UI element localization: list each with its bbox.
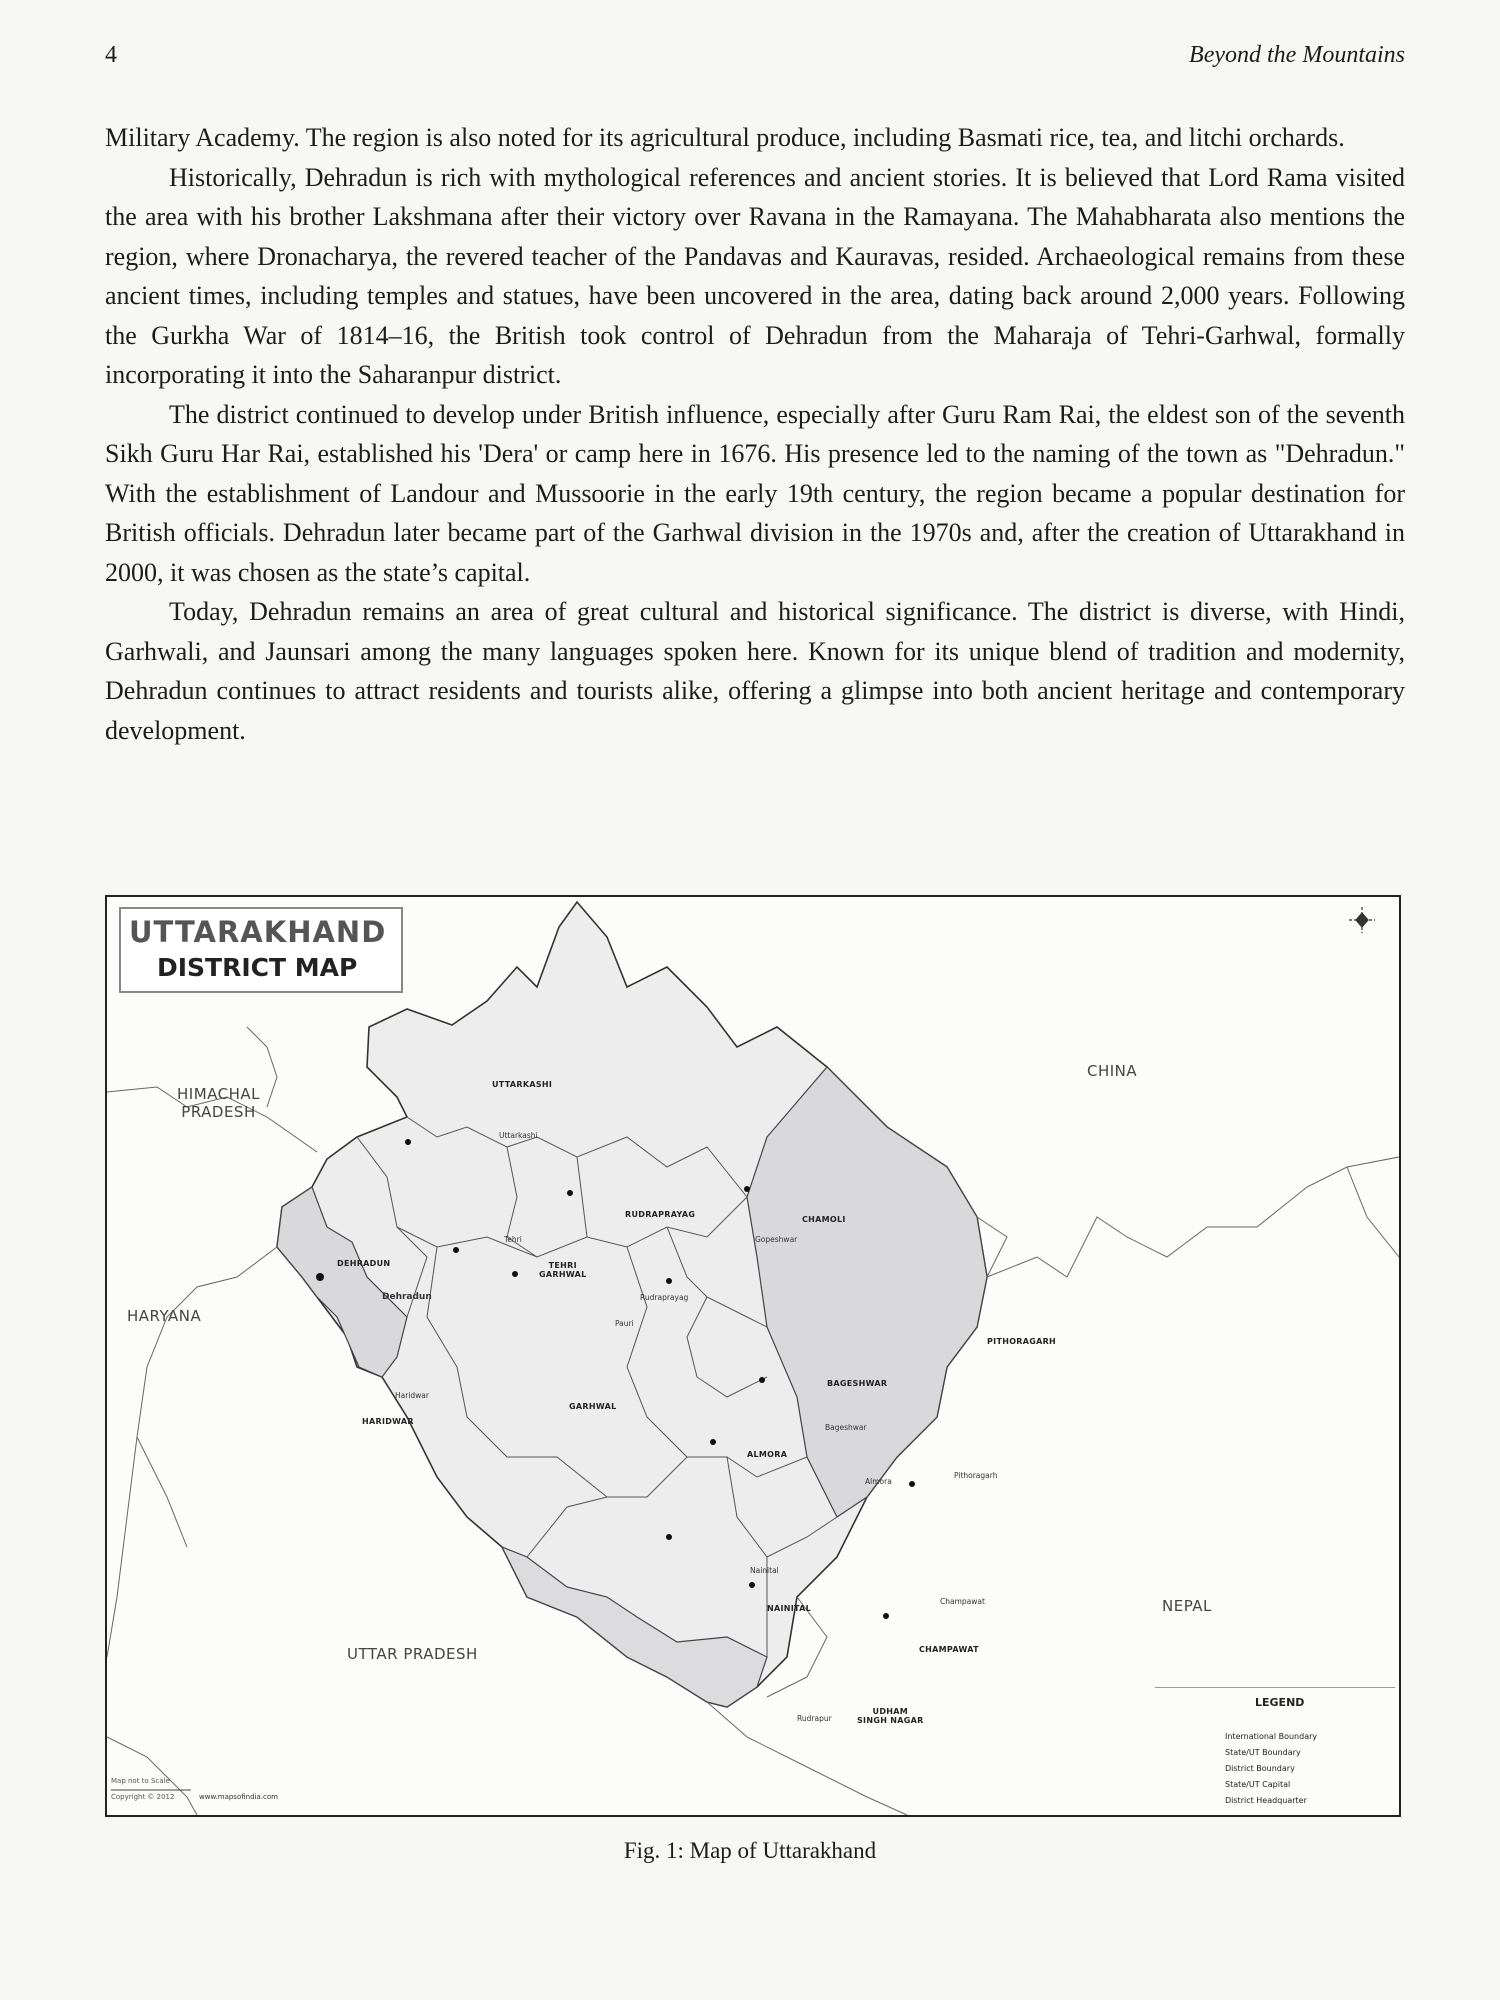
map-title-line-2: DISTRICT MAP xyxy=(157,953,358,982)
map-legend xyxy=(1155,1687,1395,1812)
district-pithoragarh: PITHORAGARH xyxy=(987,1337,1057,1346)
town-nainital: Nainital xyxy=(750,1566,779,1575)
district-haridwar: HARIDWAR xyxy=(362,1417,414,1426)
region-uttar-pradesh: UTTAR PRADESH xyxy=(347,1645,478,1663)
district-tehri-garhwal: TEHRI GARHWAL xyxy=(539,1261,587,1279)
region-china: CHINA xyxy=(1087,1062,1138,1080)
town-dehradun: Dehradun xyxy=(382,1292,432,1302)
region-haryana: HARYANA xyxy=(127,1307,202,1325)
map-title-line-1: UTTARAKHAND xyxy=(129,915,387,949)
town-tehri: Tehri xyxy=(504,1235,522,1244)
town-gopeshwar: Gopeshwar xyxy=(755,1235,798,1244)
figure-caption: Fig. 1: Map of Uttarakhand xyxy=(623,1838,877,1863)
legend-item-state-boundary xyxy=(1165,1746,1395,1762)
legend-item-state-capital xyxy=(1165,1778,1395,1794)
running-title: Beyond the Mountains xyxy=(1189,42,1405,68)
legend-label: International Boundary xyxy=(1225,1732,1318,1741)
paragraph-2: Historically, Dehradun is rich with mythological references and ancient stories. It is believed that Lord Rama visited the area with his brother Lakshmana after their victory over Ravana in the Ramayana. The Mahabharata also mentions the region, where Dronacharya, the revered teacher of the Pandavas and Kauravas, resided. Archaeological remains from these ancient times, including temples and statues, have been uncovered in the area, dating back around 2,000 years. Following the Gurkha War of 1814–16, the British took control of Dehradun from the Maharaja of Tehri-Garhwal, formally incorporating it into the Saharanpur district. xyxy=(105,162,1405,389)
paragraph-3: The district continued to develop under British influence, especially after Guru Ram Rai, the eldest son of the seventh Sikh Guru Har Rai, established his 'Dera' or camp here in 1676. His presence led to the naming of the town as "Dehradun." With the establishment of Landour and Mussoorie in the early 19th century, the region became a popular destination for British officials. Dehradun later became part of the Garhwal division in the 1970s and, after the creation of Uttarakhand in 2000, it was chosen as the state’s capital. xyxy=(105,399,1405,587)
legend-label: State/UT Boundary xyxy=(1225,1748,1301,1757)
legend-item-international-boundary xyxy=(1165,1730,1395,1746)
district-chamoli: CHAMOLI xyxy=(802,1215,846,1224)
region-himachal-pradesh: HIMACHAL PRADESH xyxy=(177,1085,261,1121)
town-almora: Almora xyxy=(865,1477,892,1486)
page-number: 4 xyxy=(105,42,117,68)
town-champawat: Champawat xyxy=(940,1597,985,1606)
map-drawing xyxy=(107,897,1399,1815)
map-copyright: Copyright © 2012 xyxy=(111,1793,175,1801)
town-pithoragarh: Pithoragarh xyxy=(954,1471,998,1480)
map-source-url: www.mapsofindia.com xyxy=(199,1793,278,1801)
compass-icon xyxy=(1349,907,1375,933)
district-uttarkashi: UTTARKASHI xyxy=(492,1080,553,1089)
district-nainital: NAINITAL xyxy=(767,1604,812,1613)
legend-item-district-hq xyxy=(1165,1794,1395,1810)
town-rudraprayag: Rudraprayag xyxy=(640,1293,689,1302)
town-uttarkashi: Uttarkashi xyxy=(499,1131,538,1140)
district-dehradun: DEHRADUN xyxy=(337,1259,391,1268)
town-haridwar: Haridwar xyxy=(395,1391,429,1400)
map-scale-note: Map not to Scale xyxy=(111,1777,170,1785)
district-bageshwar: BAGESHWAR xyxy=(827,1379,888,1388)
district-udham-singh-nagar: UDHAM SINGH NAGAR xyxy=(857,1707,924,1725)
legend-label: State/UT Capital xyxy=(1225,1780,1291,1789)
district-champawat: CHAMPAWAT xyxy=(919,1645,979,1654)
district-almora: ALMORA xyxy=(747,1450,788,1459)
legend-label: District Boundary xyxy=(1225,1764,1295,1773)
legend-label: District Headquarter xyxy=(1225,1796,1307,1805)
page-header xyxy=(105,42,1405,78)
legend-item-district-boundary xyxy=(1165,1762,1395,1778)
town-rudrapur: Rudrapur xyxy=(797,1714,832,1723)
uttarakhand-district-map xyxy=(105,895,1401,1817)
map-title-box xyxy=(119,907,403,993)
legend-title: LEGEND xyxy=(1255,1696,1305,1709)
body-text xyxy=(105,118,1405,750)
district-garhwal: GARHWAL xyxy=(569,1402,617,1411)
town-pauri: Pauri xyxy=(615,1319,634,1328)
district-rudraprayag: RUDRAPRAYAG xyxy=(625,1210,696,1219)
region-nepal: NEPAL xyxy=(1162,1597,1212,1615)
paragraph-4: Today, Dehradun remains an area of great cultural and historical significance. The district is diverse, with Hindi, Garhwali, and Jaunsari among the many languages spoken here. Known for its unique blend of tradition and modernity, Dehradun continues to attract residents and tourists alike, offering a glimpse into both ancient heritage and contemporary development. xyxy=(105,597,1405,745)
town-bageshwar: Bageshwar xyxy=(825,1423,867,1432)
paragraph-1: Military Academy. The region is also noted for its agricultural produce, including Basmati rice, tea, and litchi orchards. xyxy=(105,123,1345,152)
